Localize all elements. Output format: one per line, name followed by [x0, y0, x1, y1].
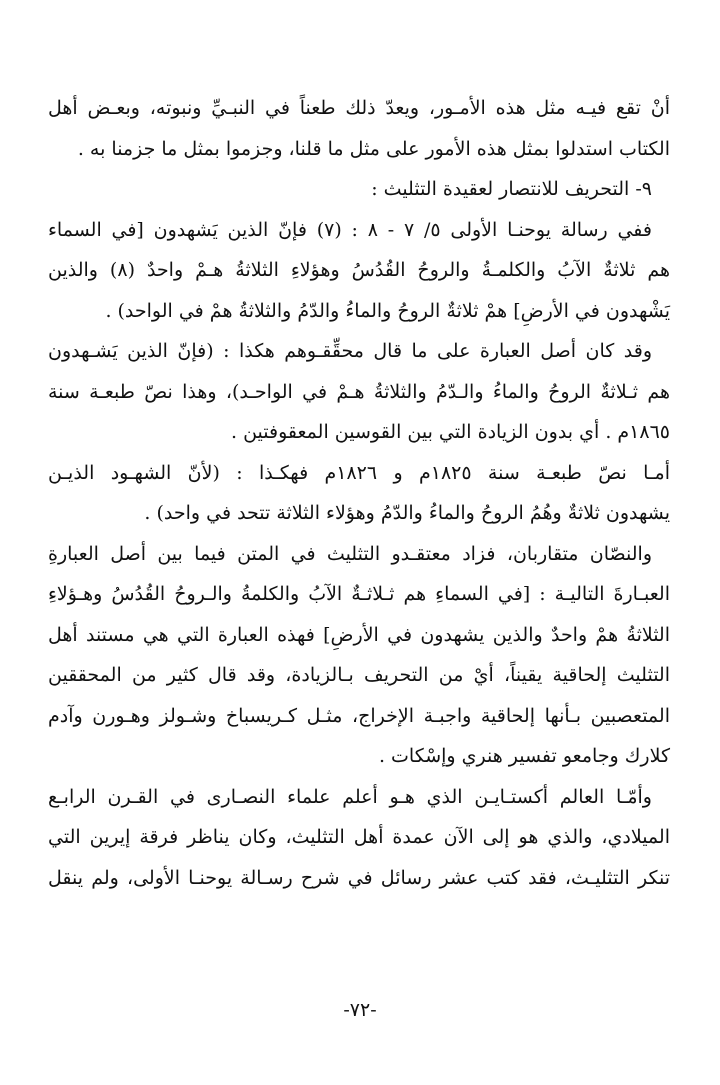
text-line: العبـارةَ التاليـة : [في السماءِ هم ثـلاثـةٌ الآبُ والكلمةُ والـروحُ القُدُسُ وهـؤلاءِ — [48, 583, 670, 605]
text-line: يشهدون ثلاثةٌ وهُمُ الروحُ والماءُ والدّمُ وهؤلاء الثلاثة تتحد في واحد) . — [144, 502, 670, 524]
text-line: ١٨٦٥م . أي بدون الزيادة التي بين القوسين المعقوفتين . — [230, 421, 670, 443]
text-line: هم ثـلاثةٌ الروحُ والماءُ والـدّمُ والثلاثةُ هـمْ في الواحـد)، وهذا نصّ طبعـة سنة — [48, 380, 670, 403]
text-line: والنصّان متقاربان، فزاد معتقـدو التثليث في المتن فيما بين أصل العبارةِ — [48, 542, 652, 565]
text-line: أنْ تقع فيـه مثل هذه الأمـور، ويعدّ ذلك طعناً في النبـيِّ ونبوته، وبعـض أهل — [48, 97, 670, 119]
text-line: التثليث إلحاقية يقيناً، أيْ من التحريف بـالزيادة، وقد قال كثير من المحققين — [48, 664, 670, 686]
text-line: تنكر التثليـث، فقد كتب عشر رسائل في شرح رسـالة يوحنـا الأولى، ولم ينقل — [48, 866, 670, 889]
page-number: -٧٢- — [343, 999, 377, 1021]
section-heading: ٩- التحريف للانتصار لعقيدة التثليث : — [371, 178, 652, 200]
text-line: كلارك وجامعو تفسير هنري وإسْكات . — [378, 745, 670, 767]
text-line: المتعصبين بـأنها إلحاقية واجبـة الإخراج، مثـل كـريسباخ وشـولز وهـورن وآدم — [48, 704, 670, 727]
text-line: الكتاب استدلوا بمثل هذه الأمور على مثل ما قلنا، وجزموا بمثل ما جزمنا به . — [77, 137, 670, 160]
text-line: هم ثلاثةٌ الآبُ والكلمـةُ والروحُ القُدُسُ وهؤلاءِ الثلاثةُ هـمْ واحدٌ (٨) والذين — [48, 259, 670, 281]
text-line: الميلادي، والذي هو إلى الآن عمدة أهل التثليث، وكان يناظر فرقة إيرين التي — [48, 826, 670, 848]
body-text — [48, 88, 670, 898]
text-line: وأمّـا العالم أكستـايـن الذي هـو أعلم علماء النصـارى في القـرن الرابـع — [48, 785, 652, 808]
text-line: يَشْهدون في الأرضِ] همْ ثلاثةٌ الروحُ والماءُ والدّمُ والثلاثةُ همْ في الواحد) . — [105, 299, 670, 322]
text-line: أمـا نصّ طبعـة سنة ١٨٢٥م و ١٨٢٦م فهكـذا : (لأنّ الشهـود الذيـن — [48, 461, 670, 484]
text-line: وقد كان أصل العبارة على ما قال محقِّقـوهم هكذا : (فإنّ الذين يَشـهدون — [48, 340, 652, 362]
text-line: ففي رسالة يوحنـا الأولى ٥/ ٧ - ٨ : (٧) فإنّ الذين يَشهدون [في السماء — [48, 218, 652, 241]
text-line: الثلاثةُ همْ واحدٌ والذين يشهدون في الأرضِ] فهذه العبارة التي هي مستند أهل — [48, 623, 670, 646]
